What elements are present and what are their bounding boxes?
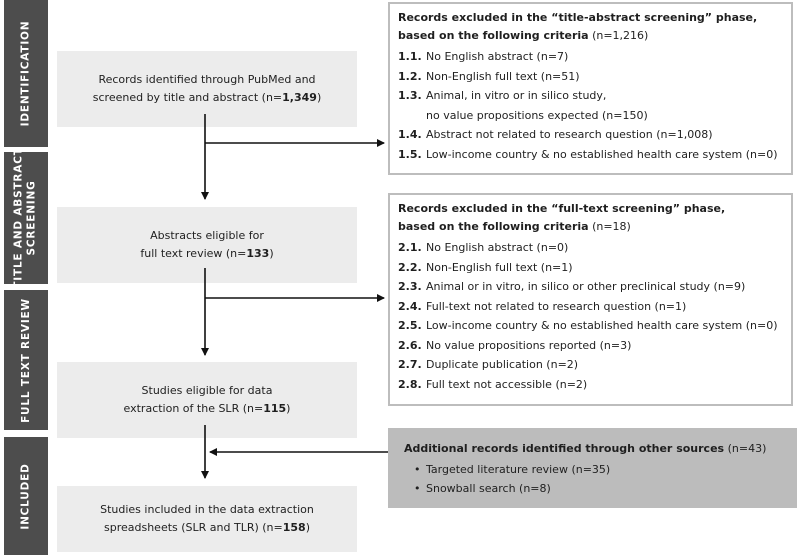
exclusion-header: Records excluded in the “title-abstract screening” phase, based on the following criteria (n=1,216) xyxy=(398,11,758,42)
stage-line1: Studies included in the data extraction xyxy=(100,503,314,516)
criterion-item: 2.4. Full-text not related to research question (n=1) xyxy=(398,299,687,313)
exclusion-count: (n=1,216) xyxy=(592,29,649,42)
criterion-item: 2.7. Duplicate publication (n=2) xyxy=(398,358,579,371)
criterion-item: 2.5. Low-income country & no established health care system (n=0) xyxy=(398,319,778,332)
additional-record-item: • Targeted literature review (n=35) xyxy=(414,460,781,479)
stage-line1: Studies eligible for data xyxy=(141,384,273,397)
additional-records-title: Additional records identified through other sources (n=43) xyxy=(404,442,767,455)
criterion-item: 1.4. Abstract not related to research question (n=1,008) xyxy=(398,128,713,141)
stage-count: 133 xyxy=(246,247,270,260)
stage-count: 158 xyxy=(282,521,306,534)
criterion-item: 1.3. Animal, in vitro or in silico study, xyxy=(398,89,607,102)
additional-record-item: • Snowball search (n=8) xyxy=(414,479,781,498)
criterion-item-continuation: no value propositions expected (n=150) xyxy=(426,108,648,122)
phase-label-text: INCLUDED xyxy=(19,462,32,530)
phase-label-text: IDENTIFICATION xyxy=(19,20,32,127)
stage-studies-included: Studies included in the data extraction spreadsheets (SLR and TLR) (n=158) xyxy=(57,486,357,552)
phase-label-text: FULL TEXT REVIEW xyxy=(19,297,32,423)
phase-label-text-line2: SCREENING xyxy=(26,180,38,256)
stage-count: 1,349 xyxy=(282,91,317,104)
additional-records-count: (n=43) xyxy=(727,442,767,455)
exclusion-header: Records excluded in the “full-text screening” phase, based on the following criteria (n=18) xyxy=(398,202,726,233)
stage-line1: Abstracts eligible for xyxy=(150,229,264,242)
criterion-item: 1.2. Non-English full text (n=51) xyxy=(398,69,580,83)
criterion-item: 1.1. No English abstract (n=7) xyxy=(398,50,569,63)
exclusion-count: (n=18) xyxy=(592,220,631,233)
stage-line1: Records identified through PubMed and xyxy=(98,73,316,86)
criterion-item: 2.2. Non-English full text (n=1) xyxy=(398,260,573,274)
stage-records-identified: Records identified through PubMed and screened by title and abstract (n=1,349) xyxy=(57,51,357,127)
phase-label-text-line1: TITLE AND ABSTRACT xyxy=(13,147,25,289)
criterion-item: 2.6. No value propositions reported (n=3) xyxy=(398,338,632,352)
stage-studies-eligible: Studies eligible for data extraction of the SLR (n=115) xyxy=(57,362,357,438)
criterion-item: 2.1. No English abstract (n=0) xyxy=(398,241,569,254)
stage-count: 115 xyxy=(263,402,287,415)
criterion-item: 1.5. Low-income country & no established health care system (n=0) xyxy=(398,147,778,161)
criterion-item: 2.3. Animal or in vitro, in silico or other preclinical study (n=9) xyxy=(398,280,746,293)
criterion-item: 2.8. Full text not accessible (n=2) xyxy=(398,377,588,391)
stage-abstracts-eligible: Abstracts eligible for full text review (n=133) xyxy=(57,207,357,283)
